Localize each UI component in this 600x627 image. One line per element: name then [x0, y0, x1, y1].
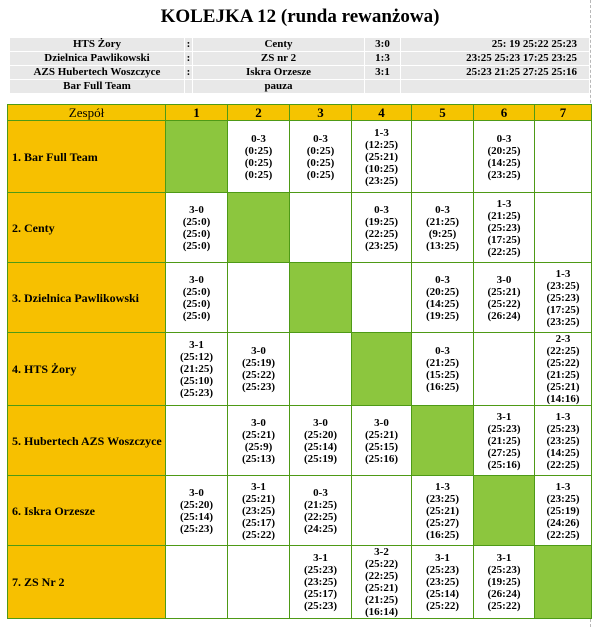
team-name-cell: 7. ZS Nr 2: [8, 546, 166, 619]
set-score: (25:27): [426, 516, 459, 529]
set-score: (22:25): [365, 570, 398, 582]
set-score: (25:21): [365, 582, 398, 594]
match-result-cell: [535, 263, 592, 333]
set-score: (25:14): [180, 510, 213, 523]
set-score: (23:25): [546, 492, 580, 505]
result-away-team: Iskra Orzesze: [193, 66, 365, 80]
match-result-cell: [352, 263, 412, 333]
match-result-cell: [474, 333, 535, 406]
set-score: (22:25): [546, 458, 580, 471]
set-score: (14:25): [426, 297, 459, 310]
set-score: (25:23): [180, 387, 213, 399]
set-score: (25:19): [242, 357, 275, 369]
set-score: (23:25): [365, 174, 398, 187]
set-score: (25:0): [182, 215, 211, 228]
set-score: (22:25): [365, 227, 398, 240]
match-result-cell: [352, 476, 412, 546]
diagonal-cell: [412, 406, 474, 476]
set-score: (23:25): [365, 239, 398, 252]
diagonal-cell: [228, 193, 290, 263]
set-score: (21:25): [487, 209, 521, 222]
set-score: (0:25): [306, 168, 335, 181]
match-score: 3-1: [496, 552, 512, 564]
match-result-cell: [412, 476, 474, 546]
match-score: 3-1: [496, 410, 512, 423]
set-score: (27:25): [487, 446, 521, 459]
set-score: (25:23): [487, 221, 521, 234]
set-score: (22:25): [546, 528, 580, 541]
match-score: 3-2: [374, 546, 389, 558]
set-score: (21:25): [426, 215, 459, 228]
set-score: (21:25): [180, 363, 213, 375]
match-score: 1-3: [555, 267, 571, 280]
grid-header-col: 7: [535, 105, 592, 121]
set-score: (25:16): [487, 458, 521, 471]
match-score: 0-3: [435, 203, 450, 216]
match-result-cell: [474, 263, 535, 333]
standings-grid: [7, 104, 592, 619]
set-score: (25:23): [546, 422, 580, 435]
result-separator: :: [185, 38, 193, 52]
match-result-cell: [535, 476, 592, 546]
set-score: (19:25): [487, 576, 521, 588]
set-score: (25:22): [242, 369, 275, 381]
match-score: 0-3: [496, 132, 512, 145]
diagonal-cell: [474, 476, 535, 546]
match-result-cell: [352, 546, 412, 619]
diagonal-cell: [166, 121, 228, 193]
set-score: (25:22): [546, 357, 580, 369]
set-score: (21:25): [426, 357, 459, 369]
set-score: (23:25): [426, 576, 459, 588]
match-result-cell: [166, 193, 228, 263]
set-score: (25:17): [242, 516, 275, 529]
set-score: (25:0): [182, 309, 211, 322]
grid-header-col: 1: [166, 105, 228, 121]
set-score: (19:25): [426, 309, 459, 322]
result-home-team: HTS Żory: [10, 38, 185, 52]
set-score: (23:25): [242, 504, 275, 517]
match-score: 3-0: [496, 273, 512, 286]
match-result-cell: [535, 121, 592, 193]
set-score: (25:20): [180, 498, 213, 511]
set-score: (25:21): [242, 492, 275, 505]
grid-row: [8, 476, 592, 546]
set-score: (25:21): [426, 504, 459, 517]
set-score: (23:25): [546, 434, 580, 447]
match-result-cell: [166, 546, 228, 619]
set-score: (19:25): [365, 215, 398, 228]
result-score: 3:1: [365, 66, 401, 80]
set-score: (24:26): [546, 516, 580, 529]
set-score: (25:23): [242, 381, 275, 393]
match-result-cell: [228, 546, 290, 619]
set-score: (17:25): [487, 233, 521, 246]
team-name-cell: 2. Centy: [8, 193, 166, 263]
set-score: (26:24): [487, 309, 521, 322]
grid-header-col: 3: [290, 105, 352, 121]
result-sets: 25:23 21:25 27:25 25:16: [401, 66, 590, 80]
set-score: (25:22): [426, 600, 459, 612]
match-result-cell: [290, 406, 352, 476]
result-row: [10, 38, 590, 52]
match-result-cell: [412, 546, 474, 619]
match-result-cell: [290, 121, 352, 193]
set-score: (0:25): [244, 144, 273, 157]
match-result-cell: [535, 333, 592, 406]
match-score: 3-0: [189, 203, 204, 216]
match-score: 3-0: [374, 416, 389, 429]
match-result-cell: [228, 333, 290, 406]
diagonal-cell: [352, 333, 412, 406]
match-result-cell: [352, 406, 412, 476]
set-score: (22:25): [546, 345, 580, 357]
set-score: (20:25): [487, 144, 521, 157]
set-score: (25:23): [304, 600, 337, 612]
team-name-cell: 5. Hubertech AZS Woszczyce: [8, 406, 166, 476]
set-score: (0:25): [306, 144, 335, 157]
match-result-cell: [474, 193, 535, 263]
grid-row: [8, 121, 592, 193]
match-score: 1-3: [496, 197, 512, 210]
grid-row: [8, 193, 592, 263]
result-home-team: Bar Full Team: [10, 80, 185, 94]
set-score: (25:0): [182, 297, 211, 310]
match-score: 1-3: [555, 480, 571, 493]
match-result-cell: [290, 193, 352, 263]
match-score: 3-0: [189, 273, 204, 286]
grid-row: [8, 333, 592, 406]
result-separator: :: [185, 52, 193, 66]
match-score: 0-3: [435, 345, 450, 357]
result-sets: 25: 19 25:22 25:23: [401, 38, 590, 52]
grid-row: [8, 546, 592, 619]
result-sets: 23:25 25:23 17:25 23:25: [401, 52, 590, 66]
set-score: (25:0): [182, 239, 211, 252]
page-title: KOLEJKA 12 (runda rewanżowa): [160, 6, 440, 27]
set-score: (9:25): [428, 227, 457, 240]
match-result-cell: [535, 193, 592, 263]
match-score: 0-3: [313, 132, 328, 145]
match-score: 3-0: [313, 416, 328, 429]
match-result-cell: [412, 121, 474, 193]
result-row: [10, 80, 590, 94]
set-score: (0:25): [306, 156, 335, 169]
set-score: (25:22): [242, 528, 275, 541]
set-score: (14:25): [546, 446, 580, 459]
set-score: (22:25): [304, 510, 337, 523]
match-score: 3-1: [189, 339, 204, 351]
grid-header-col: 2: [228, 105, 290, 121]
set-score: (25:21): [242, 428, 275, 441]
set-score: (17:25): [546, 303, 580, 316]
set-score: (25:21): [546, 381, 580, 393]
set-score: (0:25): [244, 156, 273, 169]
set-score: (25:15): [365, 440, 398, 453]
result-away-team: ZS nr 2: [193, 52, 365, 66]
set-score: (16:14): [365, 606, 398, 618]
match-result-cell: [228, 263, 290, 333]
set-score: (25:23): [304, 564, 337, 576]
result-separator: [185, 80, 193, 94]
round-results-table: [9, 37, 590, 94]
match-result-cell: [166, 333, 228, 406]
set-score: (21:25): [487, 434, 521, 447]
set-score: (25:21): [487, 285, 521, 298]
match-result-cell: [412, 193, 474, 263]
set-score: (14:16): [546, 393, 580, 405]
set-score: (21:25): [304, 498, 337, 511]
match-score: 1-3: [435, 480, 450, 493]
set-score: (25:22): [487, 600, 521, 612]
grid-row: [8, 406, 592, 476]
diagonal-cell: [535, 546, 592, 619]
set-score: (23:25): [426, 492, 459, 505]
match-score: 3-1: [251, 480, 266, 493]
match-result-cell: [228, 476, 290, 546]
set-score: (15:25): [426, 369, 459, 381]
set-score: (21:25): [546, 369, 580, 381]
set-score: (25:14): [304, 440, 337, 453]
match-result-cell: [474, 121, 535, 193]
grid-header-col: 6: [474, 105, 535, 121]
set-score: (23:25): [546, 279, 580, 292]
result-away-team: pauza: [193, 80, 365, 94]
team-name-cell: 4. HTS Żory: [8, 333, 166, 406]
match-score: 3-1: [435, 552, 450, 564]
set-score: (25:23): [426, 564, 459, 576]
set-score: (25:22): [365, 558, 398, 570]
match-result-cell: [412, 263, 474, 333]
diagonal-cell: [290, 263, 352, 333]
grid-row: [8, 263, 592, 333]
match-score: 0-3: [435, 273, 450, 286]
set-score: (20:25): [426, 285, 459, 298]
match-score: 3-0: [251, 416, 266, 429]
match-result-cell: [166, 263, 228, 333]
set-score: (25:20): [304, 428, 337, 441]
set-score: (26:24): [487, 588, 521, 600]
set-score: (25:13): [242, 452, 275, 465]
set-score: (25:23): [487, 422, 521, 435]
set-score: (25:21): [365, 428, 398, 441]
match-result-cell: [352, 121, 412, 193]
team-name-cell: 3. Dzielnica Pawlikowski: [8, 263, 166, 333]
result-home-team: Dzielnica Pawlikowski: [10, 52, 185, 66]
result-separator: :: [185, 66, 193, 80]
set-score: (14:25): [487, 156, 521, 169]
set-score: (10:25): [365, 162, 398, 175]
match-score: 1-3: [374, 126, 389, 139]
set-score: (25:16): [365, 452, 398, 465]
result-home-team: AZS Hubertech Woszczyce: [10, 66, 185, 80]
match-result-cell: [228, 121, 290, 193]
match-result-cell: [228, 406, 290, 476]
match-result-cell: [474, 546, 535, 619]
grid-header-col: 5: [412, 105, 474, 121]
result-sets: [401, 80, 590, 94]
set-score: (12:25): [365, 138, 398, 151]
set-score: (25:19): [546, 504, 580, 517]
set-score: (13:25): [426, 239, 459, 252]
set-score: (16:25): [426, 381, 459, 393]
set-score: (25:10): [180, 375, 213, 387]
match-result-cell: [290, 476, 352, 546]
result-row: [10, 52, 590, 66]
match-score: 0-3: [374, 203, 389, 216]
match-result-cell: [412, 333, 474, 406]
set-score: (16:25): [426, 528, 459, 541]
result-row: [10, 66, 590, 80]
match-score: 3-0: [189, 486, 204, 499]
set-score: (23:25): [304, 576, 337, 588]
match-result-cell: [166, 476, 228, 546]
set-score: (25:22): [487, 297, 521, 310]
set-score: (22:25): [487, 245, 521, 258]
set-score: (25:17): [304, 588, 337, 600]
grid-header-col: 4: [352, 105, 412, 121]
set-score: (23:25): [487, 168, 521, 181]
match-result-cell: [166, 406, 228, 476]
set-score: (0:25): [244, 168, 273, 181]
match-score: 0-3: [313, 486, 328, 499]
set-score: (25:21): [365, 150, 398, 163]
match-score: 3-0: [251, 345, 266, 357]
set-score: (24:25): [304, 522, 337, 535]
grid-header-team: Zespół: [8, 105, 166, 121]
grid-header-row: [8, 105, 592, 121]
set-score: (21:25): [365, 594, 398, 606]
set-score: (25:0): [182, 227, 211, 240]
result-away-team: Centy: [193, 38, 365, 52]
match-result-cell: [290, 333, 352, 406]
result-score: 3:0: [365, 38, 401, 52]
set-score: (25:19): [304, 452, 337, 465]
set-score: (25:9): [244, 440, 273, 453]
match-score: 2-3: [555, 333, 571, 345]
set-score: (25:0): [182, 285, 211, 298]
match-result-cell: [290, 546, 352, 619]
set-score: (25:12): [180, 351, 213, 363]
match-score: 1-3: [555, 410, 571, 423]
set-score: (25:14): [426, 588, 459, 600]
team-name-cell: 6. Iskra Orzesze: [8, 476, 166, 546]
team-name-cell: 1. Bar Full Team: [8, 121, 166, 193]
set-score: (25:23): [487, 564, 521, 576]
match-result-cell: [352, 193, 412, 263]
set-score: (25:23): [546, 291, 580, 304]
set-score: (25:23): [180, 522, 213, 535]
result-score: 1:3: [365, 52, 401, 66]
match-score: 3-1: [313, 552, 328, 564]
set-score: (23:25): [546, 315, 580, 328]
match-result-cell: [535, 406, 592, 476]
result-score: [365, 80, 401, 94]
match-result-cell: [474, 406, 535, 476]
match-score: 0-3: [251, 132, 266, 145]
